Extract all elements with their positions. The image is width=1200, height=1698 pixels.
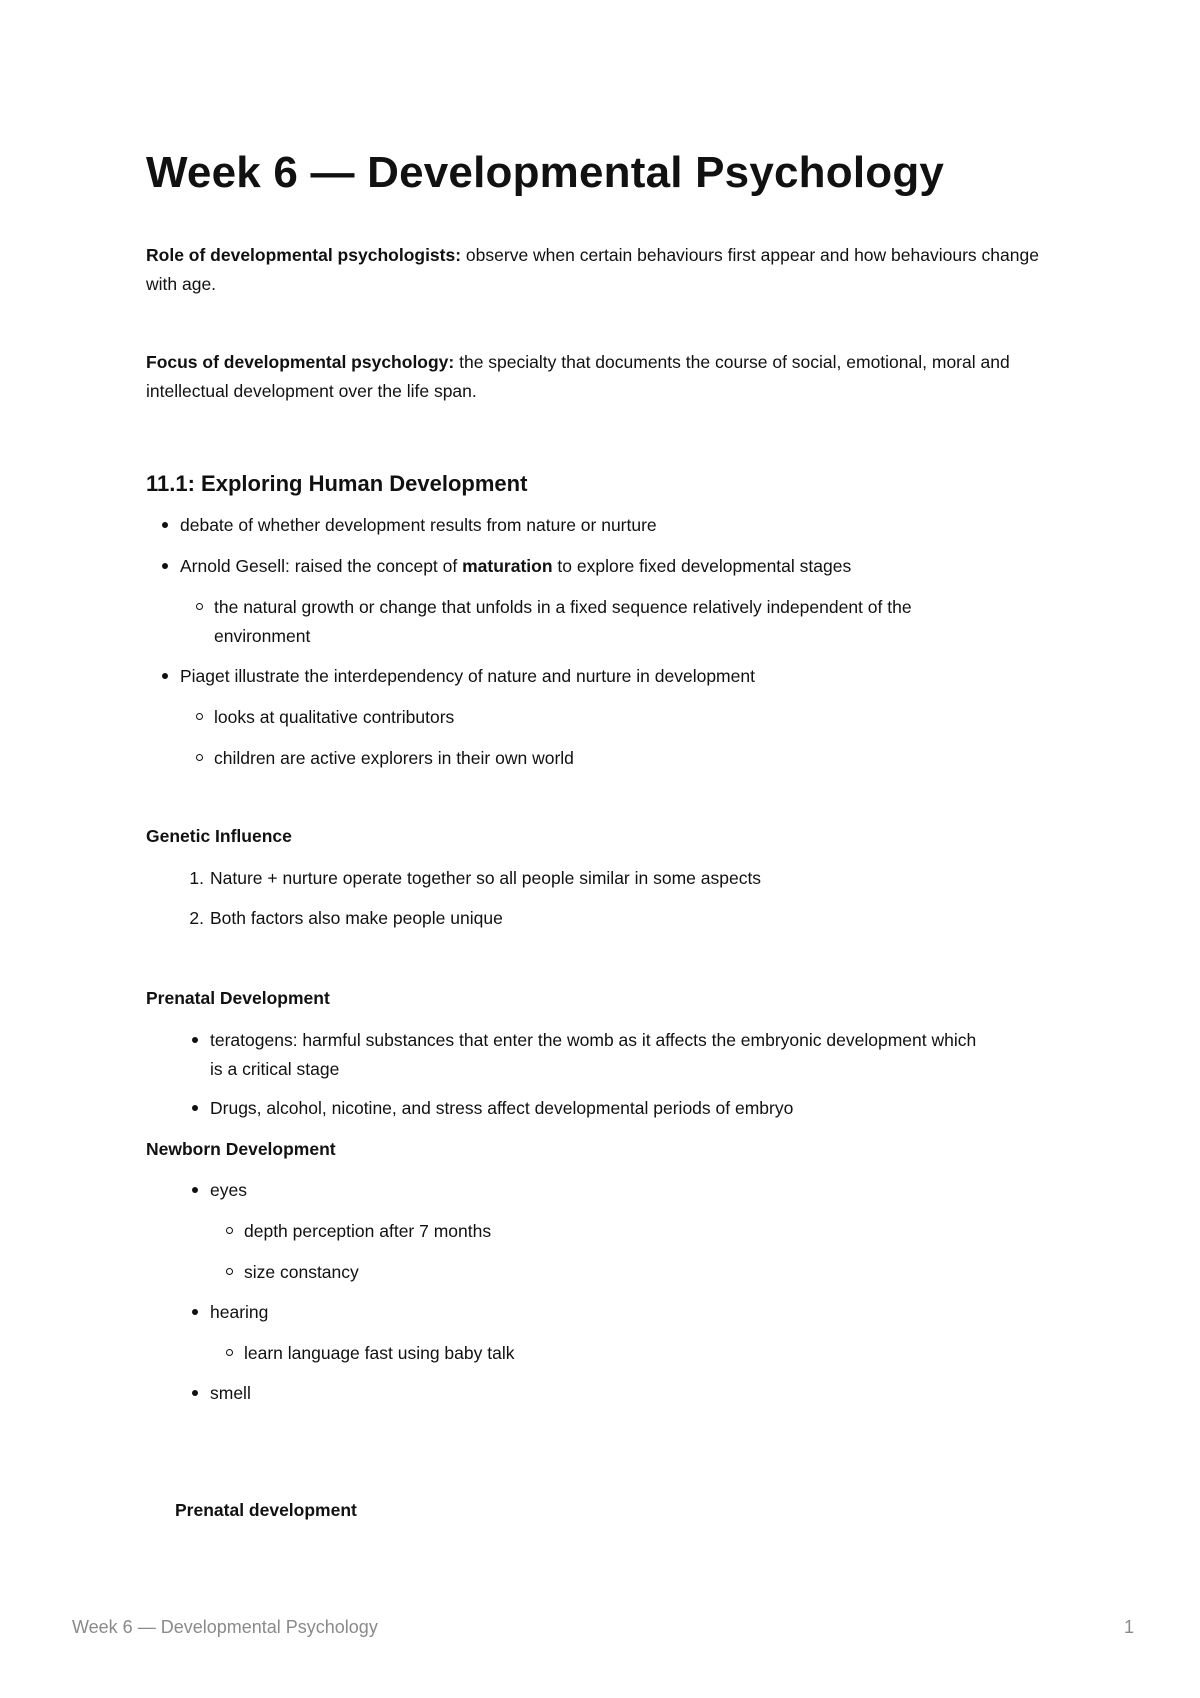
list-item-text: debate of whether development results from nature or nurture <box>180 515 657 535</box>
list-item-text: smell <box>210 1383 251 1403</box>
circle-bullet-icon <box>222 1258 236 1287</box>
numbered-item <box>189 904 1030 933</box>
focus-paragraph <box>146 348 1046 406</box>
list-item <box>210 1379 1030 1408</box>
list-item <box>244 1258 1064 1287</box>
bullet-icon <box>188 1176 202 1205</box>
page-title: Week 6 — Developmental Psychology <box>146 148 945 197</box>
newborn-development-heading: Newborn Development <box>146 1139 336 1159</box>
circle-bullet-icon <box>222 1339 236 1368</box>
list-item-text: children are active explorers in their own world <box>214 748 574 768</box>
page-footer <box>72 1617 1134 1638</box>
list-item-text: Both factors also make people unique <box>210 908 503 928</box>
list-item <box>210 1298 1030 1327</box>
list-item <box>180 511 1000 540</box>
circle-bullet-icon <box>222 1217 236 1246</box>
list-item-text: Nature + nurture operate together so all people similar in some aspects <box>210 868 762 888</box>
circle-bullet-icon <box>192 703 206 732</box>
prenatal-development-heading: Prenatal Development <box>146 988 330 1008</box>
role-label: Role of developmental psychologists: <box>146 245 462 265</box>
list-item <box>214 593 974 651</box>
item-number: 1. <box>189 868 204 888</box>
circle-bullet-icon <box>192 593 206 622</box>
list-item-text: teratogens: harmful substances that enter the womb as it affects the embryonic development which is a critical stage <box>210 1030 977 1079</box>
footer-title: Week 6 — Developmental Psychology <box>72 1617 378 1637</box>
prenatal-development-subheading: Prenatal development <box>175 1500 357 1520</box>
bullet-icon <box>188 1379 202 1408</box>
page-number: 1 <box>1123 1617 1134 1637</box>
bullet-icon <box>158 552 172 581</box>
list-item <box>180 662 1000 691</box>
list-item-text: the natural growth or change that unfolds in a fixed sequence relatively independent of the environment <box>214 597 912 646</box>
maturation-term: maturation <box>462 556 553 576</box>
bullet-icon <box>188 1298 202 1327</box>
numbered-item <box>189 864 1030 893</box>
list-item <box>244 1339 1064 1368</box>
role-paragraph <box>146 241 1046 299</box>
item-number: 2. <box>189 908 204 928</box>
list-item <box>210 1176 1030 1205</box>
list-item <box>214 744 1034 773</box>
genetic-influence-heading: Genetic Influence <box>146 826 292 846</box>
list-item <box>210 1026 980 1084</box>
list-item-text: Drugs, alcohol, nicotine, and stress affect developmental periods of embryo <box>210 1098 794 1118</box>
list-item-text: hearing <box>210 1302 269 1322</box>
list-item <box>244 1217 1064 1246</box>
list-item-text: looks at qualitative contributors <box>214 707 455 727</box>
section-heading-11-1: 11.1: Exploring Human Development <box>146 471 528 496</box>
list-item-text: Arnold Gesell: raised the concept of <box>180 556 463 576</box>
bullet-icon <box>158 662 172 691</box>
list-item <box>214 703 1034 732</box>
bullet-icon <box>188 1094 202 1123</box>
bullet-icon <box>158 511 172 540</box>
list-item-text: learn language fast using baby talk <box>244 1343 515 1363</box>
list-item-text: depth perception after 7 months <box>244 1221 492 1241</box>
bullet-icon <box>188 1026 202 1055</box>
focus-label: Focus of developmental psychology: <box>146 352 455 372</box>
list-item-text: eyes <box>210 1180 247 1200</box>
list-item-text: Piaget illustrate the interdependency of nature and nurture in development <box>180 666 755 686</box>
list-item <box>180 552 1000 581</box>
circle-bullet-icon <box>192 744 206 773</box>
focus-text: the specialty that documents the course of social, emotional, moral and intellectual development over the life span. <box>146 352 1010 401</box>
list-item <box>210 1094 1030 1123</box>
list-item-text: to explore fixed developmental stages <box>552 556 852 576</box>
role-text: observe when certain behaviours first appear and how behaviours change with age. <box>146 245 1039 294</box>
list-item-text: size constancy <box>244 1262 359 1282</box>
